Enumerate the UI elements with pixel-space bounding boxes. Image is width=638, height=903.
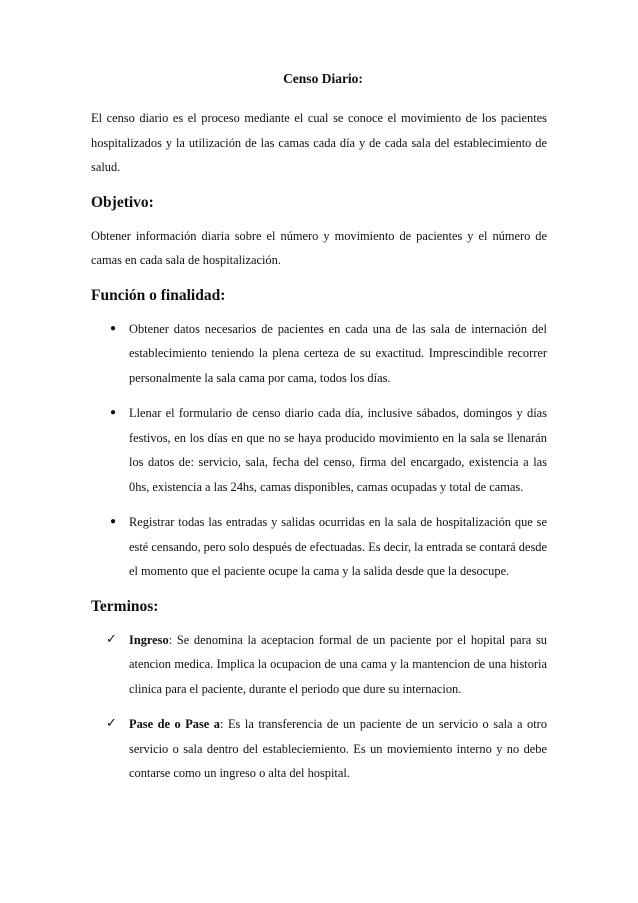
intro-paragraph: El censo diario es el proceso mediante el cual se conoce el movimiento de los pacientes hospitalizados y la utilización de las camas cada día y de cada sala del establecimiento de salud. — [91, 111, 547, 174]
terminos-list — [91, 628, 547, 786]
list-item — [91, 401, 547, 499]
list-item-text: Llenar el formulario de censo diario cada día, inclusive sábados, domingos y días festivos, en los días en que no se haya producido movimiento en la sala se llenarán los datos de: servicio, sala, fecha del censo, firma del encargado, existencia a las 0hs, existencia a las 24hs, camas disponibles, camas ocupadas y total de camas. — [129, 406, 547, 494]
list-item — [91, 317, 547, 391]
list-item — [91, 712, 547, 786]
bullet-icon: ● — [110, 407, 117, 418]
checkmark-icon: ✓ — [106, 631, 117, 647]
funcion-list — [91, 317, 547, 584]
list-item-text: Registrar todas las entradas y salidas ocurridas en la sala de hospitalización que se esté censando, pero solo después de efectuadas. Es decir, la entrada se contará desde el momento que el paciente ocupe la cama y la salida desde que la desocupe. — [129, 515, 547, 578]
terminos-heading: Terminos: — [91, 597, 159, 615]
list-item — [91, 510, 547, 584]
objetivo-heading: Objetivo: — [91, 193, 154, 211]
term-label: Ingreso — [129, 632, 169, 647]
checkmark-icon: ✓ — [106, 716, 117, 731]
document-title: Censo Diario: — [283, 71, 363, 86]
objetivo-paragraph: Obtener información diaria sobre el número y movimiento de pacientes y el número de camas en cada sala de hospitalización. — [91, 228, 547, 267]
funcion-heading: Función o finalidad: — [91, 286, 226, 304]
term-definition: : Es la transferencia de un paciente de un servicio o sala a otro servicio o sala dentro del estableciemiento. Es un moviemiento interno y no debe contarse como un ingreso o alta del hospital. — [129, 717, 548, 780]
term-label: Pase de o Pase a — [129, 717, 221, 731]
bullet-icon: ● — [110, 322, 117, 334]
list-item-text: Obtener datos necesarios de pacientes en cada una de las sala de internación del establecimiento teniendo la plena certeza de su exactitud. Imprescindible recorrer personalmente la sala cama por cama, todos los días. — [129, 321, 547, 385]
document-page — [91, 70, 547, 797]
term-definition: : Se denomina la aceptacion formal de un paciente por el hopital para su atencion medica. Implica la ocupacion de una cama y la mantencion de una historia clinica para el paciente, durante el periodo que dure su internacion. — [129, 632, 547, 696]
list-item — [91, 628, 547, 702]
bullet-icon: ● — [110, 516, 117, 527]
